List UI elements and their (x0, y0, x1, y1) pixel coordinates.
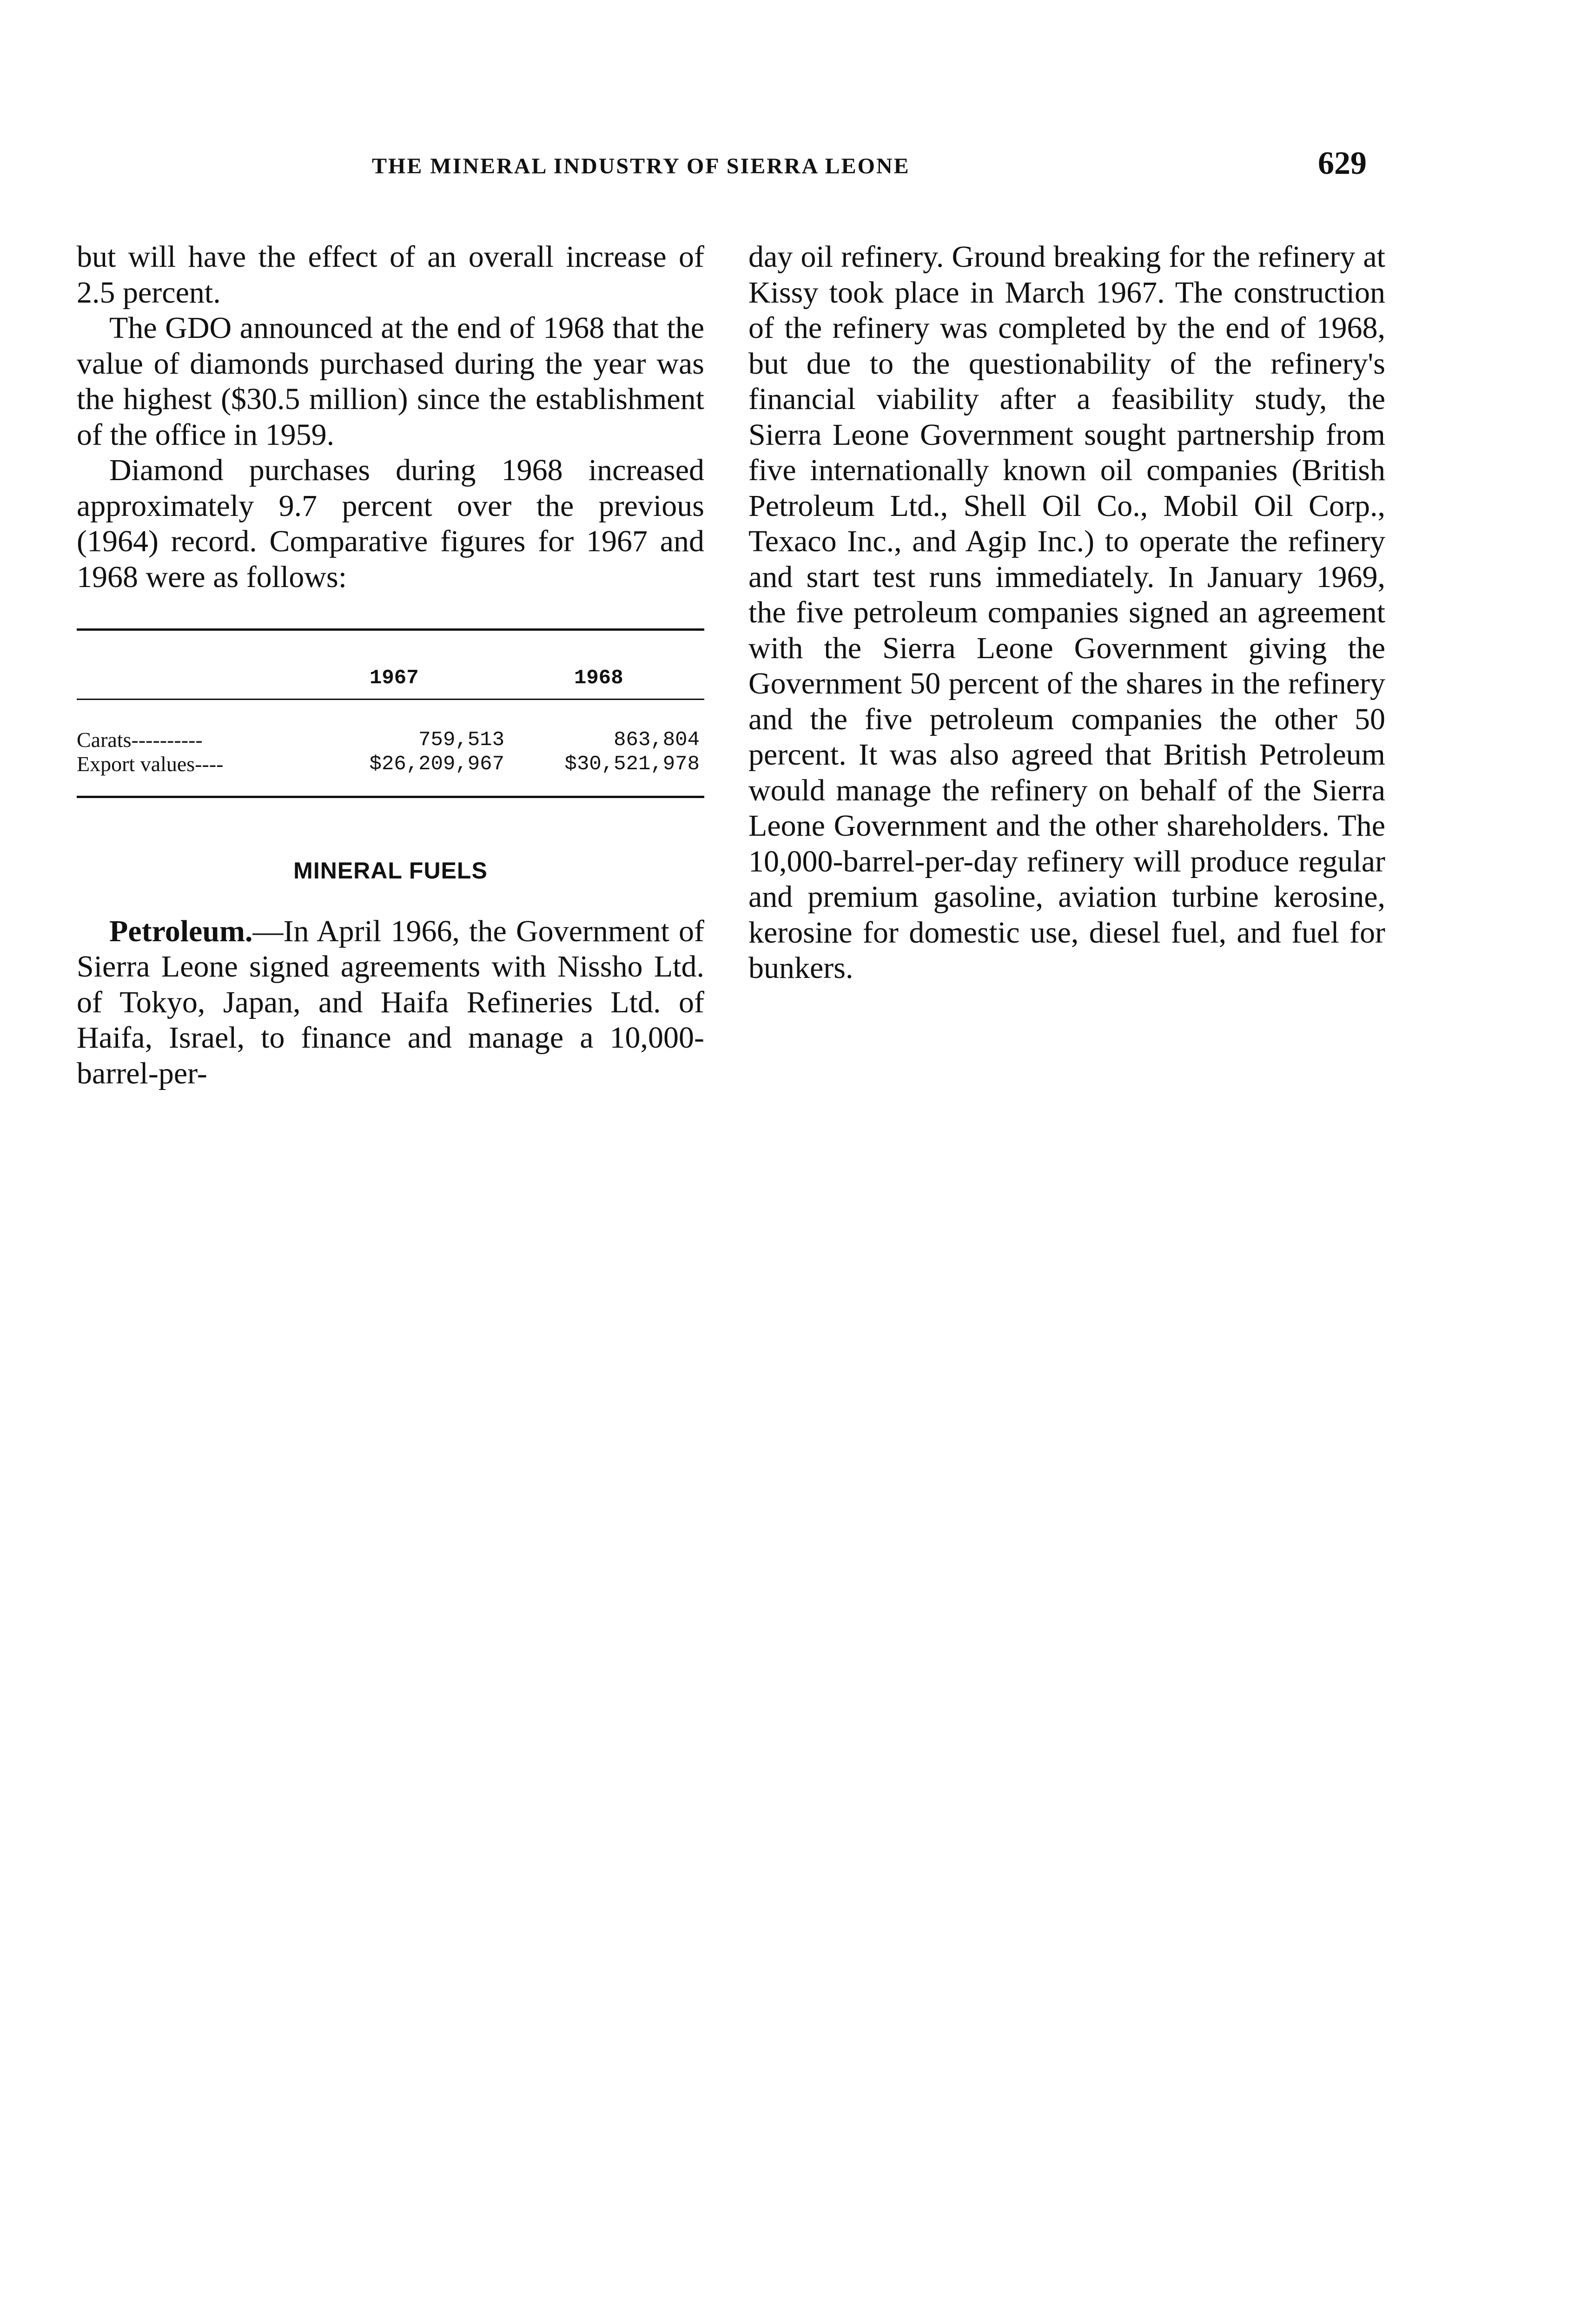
cell-1968: 863,804 (614, 728, 700, 752)
column-header-1967: 1967 (370, 667, 419, 690)
running-header (0, 145, 1581, 191)
paragraph-diamond-purchases: Diamond purchases during 1968 increased approximately 9.7 percent over the previous (1964) record. Comparative figures for 1967 and 1968 were as follows: (77, 453, 704, 594)
table-row (77, 722, 704, 752)
section-heading-mineral-fuels: MINERAL FUELS (293, 858, 488, 884)
paragraph-continuation: but will have the effect of an overall increase of 2.5 percent. (77, 240, 704, 310)
paragraph-refinery: day oil refinery. Ground breaking for the refinery at Kissy took place in March 1967. The construction of the refinery was completed by the end of 1968, but due to the questionability of the refinery's financial viability after a feasibility study, the Sierra Leone Government sought partnership from five internationally known oil companies (British Petroleum Ltd., Shell Oil Co., Mobil Oil Corp., Texaco Inc., and Agip Inc.) to operate the refinery and start test runs immediately. In January 1969, the five petroleum companies signed an agreement with the Sierra Leone Government giving the Government 50 percent of the shares in the refinery and the five petroleum companies the other 50 percent. It was also agreed that British Petroleum would manage the refinery on behalf of the Sierra Leone Government and the other shareholders. The 10,000-barrel-per-day refinery will produce regular and premium gasoline, aviation turbine kerosine, kerosine for domestic use, diesel fuel, and fuel for bunkers. (748, 240, 1385, 985)
left-column (77, 239, 704, 1091)
row-label: Carats---------- (77, 728, 203, 752)
paragraph-petroleum (77, 914, 704, 1092)
table-header-row (77, 631, 704, 699)
running-title: THE MINERAL INDUSTRY OF SIERRA LEONE (372, 154, 910, 178)
table-row (77, 746, 704, 776)
table-bottom-rule (77, 796, 704, 798)
page-number: 629 (1318, 145, 1367, 181)
table-body (77, 700, 704, 796)
column-header-1968: 1968 (574, 667, 623, 690)
cell-1967: 759,513 (418, 728, 504, 752)
cell-1967: $26,209,967 (369, 753, 504, 776)
diamond-comparison-table (77, 628, 704, 798)
petroleum-text: —In April 1966, the Government of Sierra Leone signed agreements with Nissho Ltd. of Tokyo, Japan, and Haifa Refineries Ltd. of Haifa, Israel, to finance and manage a 10,000-barrel-per- (77, 914, 704, 1090)
cell-1968: $30,521,978 (564, 753, 700, 776)
row-label: Export values---- (77, 752, 224, 776)
right-column (748, 239, 1385, 986)
paragraph-gdo: The GDO announced at the end of 1968 that the value of diamonds purchased during the year was the highest ($30.5 million) since the establishment of the office in 1959. (77, 311, 704, 452)
run-in-heading-petroleum: Petroleum. (109, 914, 253, 948)
